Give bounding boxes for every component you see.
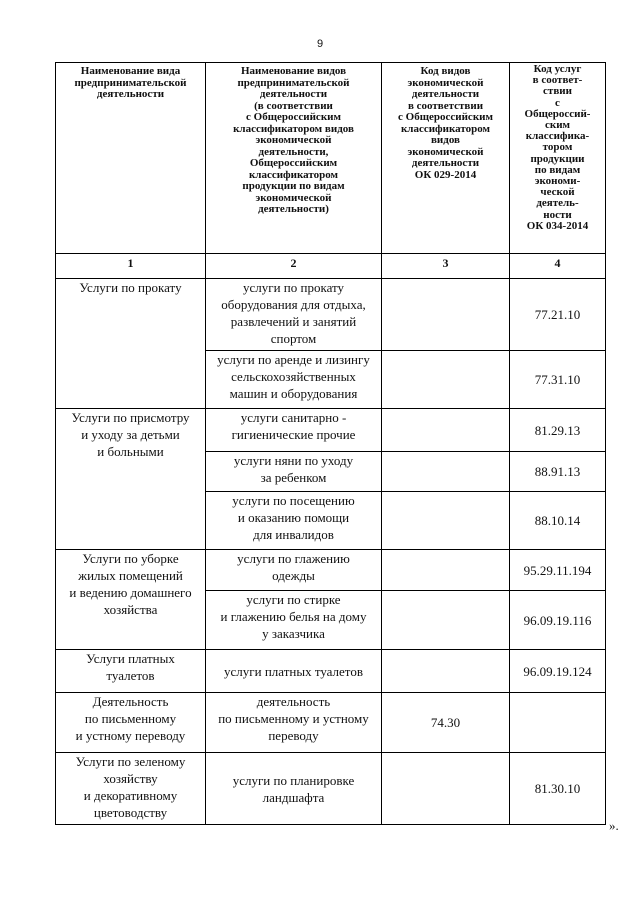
page-number: 9 (316, 38, 324, 50)
table-row (56, 753, 606, 825)
activity-cell: услуги по аренде и лизингу сельскохозяйственных машин и оборудования (206, 351, 382, 409)
table-row (56, 279, 606, 351)
okpd-cell: 88.10.14 (510, 492, 606, 550)
okved-cell (382, 452, 510, 492)
okved-cell (382, 351, 510, 409)
okpd-cell: 77.31.10 (510, 351, 606, 409)
group-name: Услуги по прокату (56, 279, 206, 409)
group-name: Услуги по присмотру и уходу за детьми и больными (56, 409, 206, 550)
okpd-cell: 96.09.19.124 (510, 650, 606, 693)
column-number: 1 (56, 254, 206, 279)
table-header-row (56, 63, 606, 254)
table-row (56, 650, 606, 693)
activity-cell: услуги по стирке и глажению белья на дому у заказчика (206, 591, 382, 650)
okpd-cell: 88.91.13 (510, 452, 606, 492)
okpd-cell: 81.29.13 (510, 409, 606, 452)
header-activity-type: Наименование вида предпринимательской деятельности (56, 63, 206, 254)
activity-cell: услуги санитарно - гигиенические прочие (206, 409, 382, 452)
okved-cell (382, 409, 510, 452)
okpd-cell (510, 693, 606, 753)
okved-cell (382, 279, 510, 351)
header-okved-code: Код видов экономической деятельности в соответствии с Общероссийским классификатором видов экономической деятельности ОК 029-2014 (382, 63, 510, 254)
okpd-cell: 96.09.19.116 (510, 591, 606, 650)
table-row (56, 409, 606, 452)
activity-cell: услуги по прокату оборудования для отдыха, развлечений и занятий спортом (206, 279, 382, 351)
column-number: 3 (382, 254, 510, 279)
column-number: 2 (206, 254, 382, 279)
group-name: Услуги платных туалетов (56, 650, 206, 693)
table-row (56, 693, 606, 753)
okpd-cell: 95.29.11.194 (510, 550, 606, 591)
services-classification-table (55, 62, 606, 825)
closing-quote-mark: ». (609, 818, 619, 833)
activity-cell: услуги по планировке ландшафта (206, 753, 382, 825)
okpd-cell: 81.30.10 (510, 753, 606, 825)
okved-cell (382, 550, 510, 591)
activity-cell: услуги платных туалетов (206, 650, 382, 693)
activity-cell: деятельность по письменному и устному переводу (206, 693, 382, 753)
okved-cell: 74.30 (382, 693, 510, 753)
okved-cell (382, 753, 510, 825)
column-number: 4 (510, 254, 606, 279)
activity-cell: услуги няни по уходу за ребенком (206, 452, 382, 492)
okved-cell (382, 492, 510, 550)
table-row (56, 550, 606, 591)
okpd-cell: 77.21.10 (510, 279, 606, 351)
group-name: Услуги по уборке жилых помещений и ведению домашнего хозяйства (56, 550, 206, 650)
activity-cell: услуги по посещению и оказанию помощи для инвалидов (206, 492, 382, 550)
okved-cell (382, 650, 510, 693)
group-name: Услуги по зеленому хозяйству и декоративному цветоводству (56, 753, 206, 825)
header-okpd-code: Код услуг в соответ- ствии с Общероссий- ским классифика- тором продукции по видам экономи- ческой деятель- ности ОК 034-2014 (510, 63, 606, 254)
activity-cell: услуги по глажению одежды (206, 550, 382, 591)
group-name: Деятельность по письменному и устному переводу (56, 693, 206, 753)
column-number-row (56, 254, 606, 279)
header-activity-kinds: Наименование видов предпринимательской деятельности (в соответствии с Общероссийским классификатором видов экономической деятельности, Общероссийским классификатором продукции по видам экономической деятельности) (206, 63, 382, 254)
okved-cell (382, 591, 510, 650)
